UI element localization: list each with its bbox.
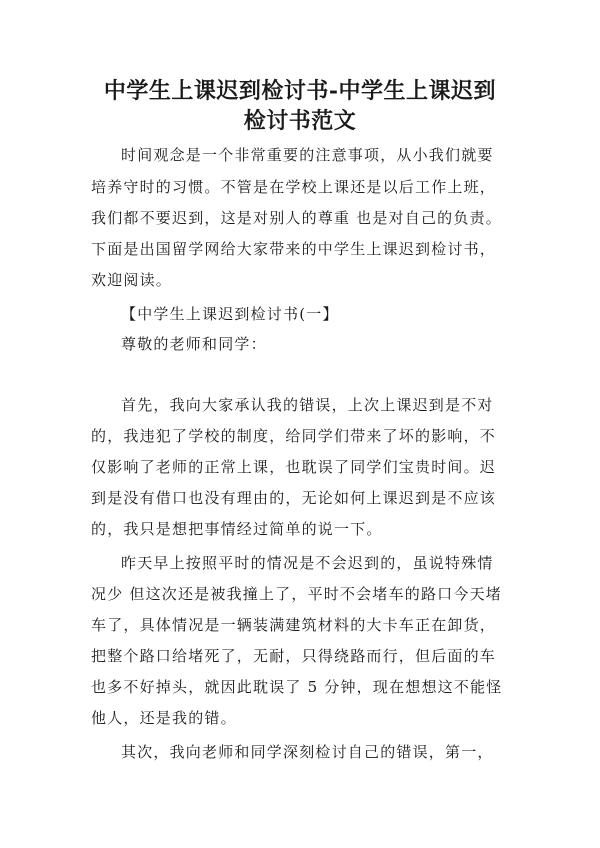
paragraph-1-line: 的，我只是想把事情经过简单的说一下。 <box>91 520 383 538</box>
paragraph-1-line: 首先，我向大家承认我的错误，上次上课迟到是不对 <box>121 396 494 414</box>
section-heading: 【中学生上课迟到检讨书(一】 <box>121 305 339 323</box>
document-title-line-2: 检讨书范文 <box>243 108 357 134</box>
intro-line: 培养守时的习惯。不管是在学校上课还是以后工作上班， <box>91 178 497 196</box>
intro-line: 欢迎阅读。 <box>91 271 173 289</box>
paragraph-1-line: 仅影响了老师的正常上课，也耽误了同学们宝贵时间。迟 <box>91 458 497 476</box>
salutation: 尊敬的老师和同学： <box>121 335 267 353</box>
paragraph-2-line: 车了，具体情况是一辆装满建筑材料的大卡车正在卸货， <box>91 616 497 634</box>
paragraph-1-line: 到是没有借口也没有理由的，无论如何上课迟到是不应该 <box>91 489 497 507</box>
paragraph-2-line: 他人，还是我的错。 <box>91 709 237 727</box>
paragraph-2-line: 昨天早上按照平时的情况是不会迟到的，虽说特殊情 <box>121 554 494 572</box>
paragraph-2-line: 也多不好掉头，就因此耽误了 5 分钟，现在想想这不能怪 <box>91 678 503 696</box>
intro-line: 下面是出国留学网给大家带来的中学生上课迟到检讨书， <box>91 240 497 258</box>
paragraph-3-line: 其次，我向老师和同学深刻检讨自己的错误，第一， <box>121 743 494 761</box>
intro-line: 我们都不要迟到，这是对别人的尊重 也是对自己的负责。 <box>91 209 502 227</box>
paragraph-2-line: 把整个路口给堵死了，无耐，只得绕路而行，但后面的车 <box>91 647 497 665</box>
intro-line: 时间观念是一个非常重要的注意事项，从小我们就要 <box>121 146 494 164</box>
paragraph-2-line: 况少 但这次还是被我撞上了，平时不会堵车的路口今天堵 <box>91 585 502 603</box>
paragraph-1-line: 的，我违犯了学校的制度，给同学们带来了坏的影响，不 <box>91 427 497 445</box>
document-title-line-1: 中学生上课迟到检讨书-中学生上课迟到 <box>103 78 497 104</box>
